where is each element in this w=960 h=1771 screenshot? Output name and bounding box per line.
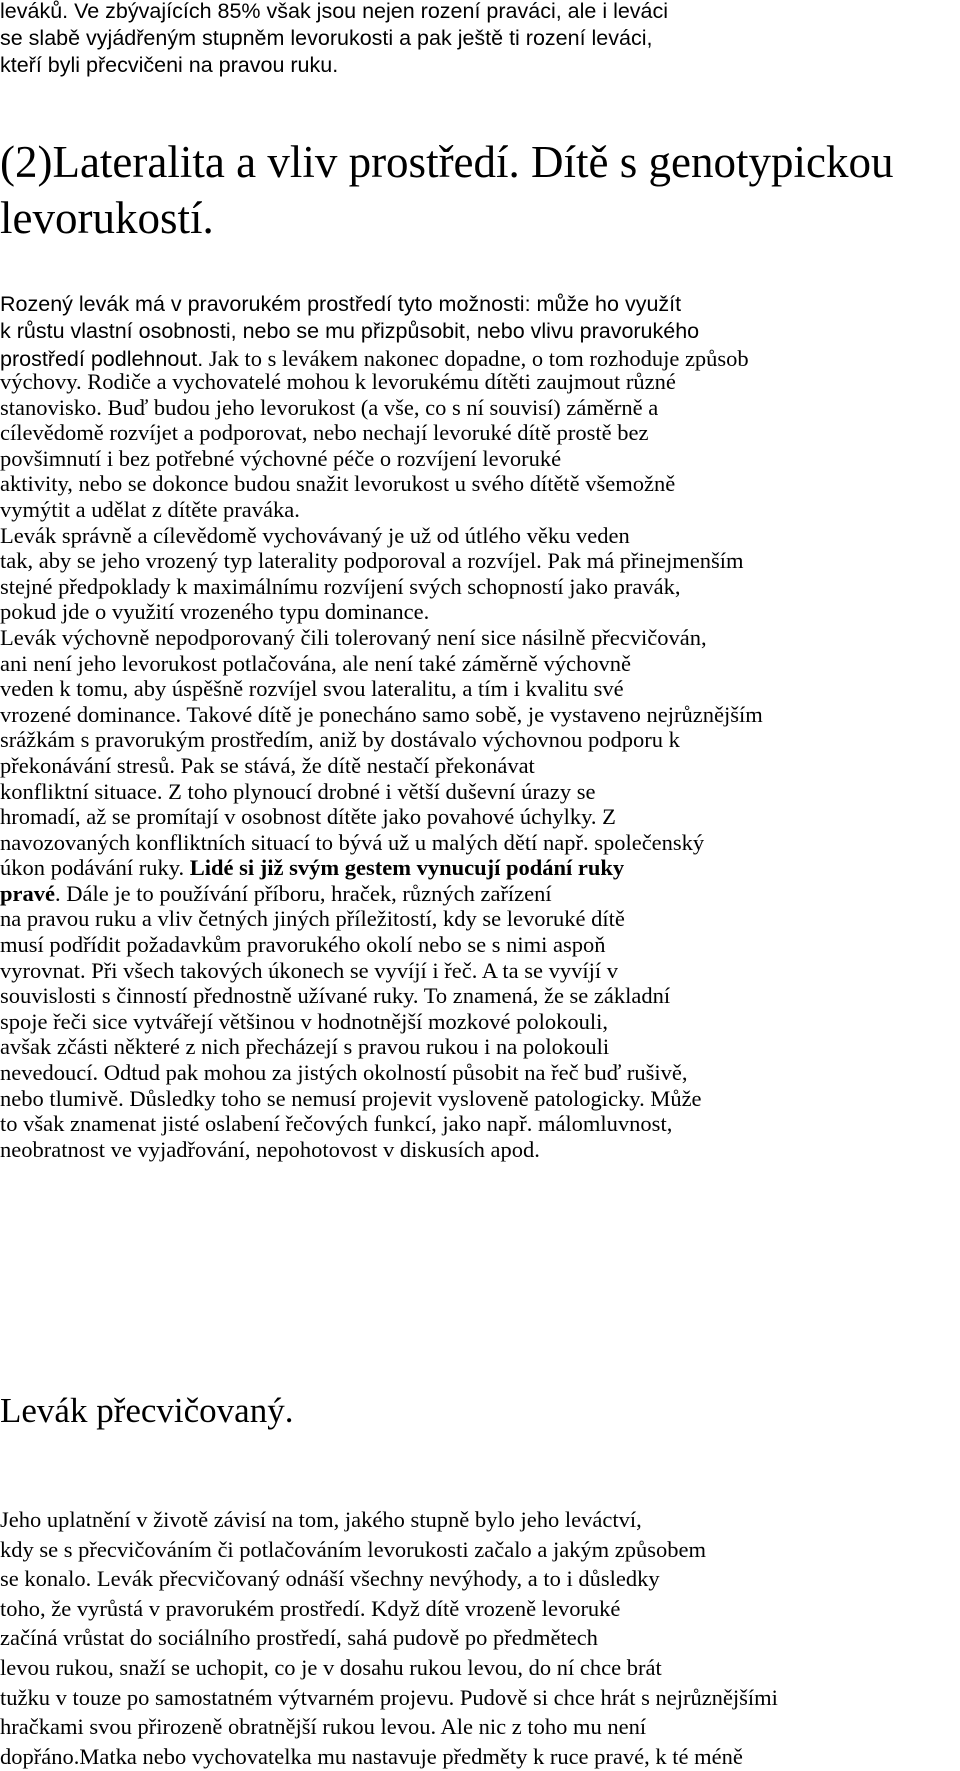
text-line: veden k tomu, aby úspěšně rozvíjel svou lateralitu, a tím i kvalitu své <box>0 676 624 702</box>
text-line: stanovisko. Buď budou jeho levorukost (a vše, co s ní souvisí) záměrně a <box>0 394 659 420</box>
text-line: aktivity, nebo se dokonce budou snažit levorukost u svého dítětě všemožně <box>0 471 676 497</box>
text-line: to však znamenat jisté oslabení řečových funkcí, jako např. málomluvnost, <box>0 1111 673 1137</box>
text-line: vymýtit a udělat z dítěte praváka. <box>0 496 300 522</box>
text-line: neobratnost ve vyjadřování, nepohotovost v diskusích apod. <box>0 1136 540 1162</box>
text-line: srážkám s pravorukým prostředím, aniž by dostávalo výchovnou podporu k <box>0 727 680 753</box>
section-heading: Levák přecvičovaný. <box>0 1391 294 1430</box>
text-line: hračkami svou přirozeně obratnější rukou levou. Ale nic z toho mu není <box>0 1714 647 1740</box>
section-paragraph <box>0 1505 778 1771</box>
text-line: překonávání stresů. Pak se stává, že dítě nestačí překonávat <box>0 752 535 778</box>
text-line: stejné předpoklady k maximálnímu rozvíjení svých schopností jako pravák, <box>0 573 681 599</box>
text-line: tužku v touze po samostatném výtvarném projevu. Pudově si chce hrát s nejrůznějšími <box>0 1684 778 1710</box>
text-fragment: prostředí podlehnout. <box>0 347 204 371</box>
text-line: výchovy. Rodiče a vychovatelé mohou k levorukému dítěti zaujmout různé <box>0 369 676 394</box>
text-line <box>0 881 763 907</box>
text-line: toho, že vyrůstá v pravorukém prostředí. Když dítě vrozeně levoruké <box>0 1595 621 1621</box>
text-line: Levák výchovně nepodporovaný čili tolerovaný není sice násilně přecvičován, <box>0 624 707 650</box>
text-line: na pravou ruku a vliv četných jiných příležitostí, kdy se levoruké dítě <box>0 906 625 932</box>
text-line: začíná vrůstat do sociálního prostředí, sahá pudově po předmětech <box>0 1625 598 1651</box>
text-line: ani není jeho levorukost potlačována, ale není také záměrně výchovně <box>0 650 631 676</box>
text-line: se konalo. Levák přecvičovaný odnáší všechny nevýhody, a to i důsledky <box>0 1566 660 1592</box>
text-line: vrozené dominance. Takové dítě je ponecháno samo sobě, je vystaveno nejrůznějším <box>0 701 763 727</box>
emphasis-text: pravé <box>0 880 55 906</box>
heading-line: (2)Lateralita a vliv prostředí. Dítě s genotypickou <box>0 137 894 187</box>
section-heading <box>0 134 893 246</box>
text-line: nevedoucí. Odtud pak mohou za jistých okolností působit na řeč buď rušivě, <box>0 1060 688 1086</box>
text-fragment: Jak to s levákem nakonec dopadne, o tom rozhoduje způsob <box>203 346 749 371</box>
section-paragraph-sans <box>0 291 749 373</box>
text-line: k růstu vlastní osobnosti, nebo se mu přizpůsobit, nebo vlivu pravorukého <box>0 319 700 343</box>
text-line: pokud jde o využití vrozeného typu dominance. <box>0 599 430 625</box>
text-line: avšak zčásti některé z nich přecházejí s pravou rukou i na polokouli <box>0 1034 610 1060</box>
text-line: cílevědomě rozvíjet a podporovat, nebo nechají levoruké dítě prostě bez <box>0 420 649 446</box>
text-line: leváků. Ve zbývajících 85% však jsou nejen rození praváci, ale i leváci <box>0 0 669 23</box>
heading-line: levorukostí. <box>0 193 214 243</box>
text-line: Levák správně a cílevědomě vychovávaný je už od útlého věku veden <box>0 522 630 548</box>
text-line: levou rukou, snaží se uchopit, co je v dosahu rukou levou, do ní chce brát <box>0 1654 662 1680</box>
text-line: dopřáno.Matka nebo vychovatelka mu nastavuje předměty k ruce pravé, k té méně <box>0 1743 743 1769</box>
text-line: Rozený levák má v pravorukém prostředí tyto možnosti: může ho využít <box>0 292 682 316</box>
text-line: musí podřídit požadavkům pravorukého okolí nebo se s nimi aspoň <box>0 932 606 958</box>
text-line: povšimnutí i bez potřebné výchovné péče o rozvíjení levoruké <box>0 445 562 471</box>
text-line: souvislosti s činností přednostně užívané ruky. To znamená, že se základní <box>0 983 671 1009</box>
text-fragment: úkon podávání ruky. <box>0 855 190 881</box>
text-line: hromadí, až se promítají v osobnost dítěte jako povahové úchylky. Z <box>0 804 616 830</box>
text-fragment: . Dále je to používání příboru, hraček, různých zařízení <box>55 880 552 906</box>
text-line: nebo tlumivě. Důsledky toho se nemusí projevit vysloveně patologicky. Může <box>0 1085 702 1111</box>
text-line: navozovaných konfliktních situací to bývá už u malých dětí např. společenský <box>0 829 705 855</box>
text-line: vyrovnat. Při všech takových úkonech se vyvíjí i řeč. A ta se vyvíjí v <box>0 957 619 983</box>
text-line <box>0 855 763 881</box>
emphasis-text: Lidé si již svým gestem vynucují podání ruky <box>189 855 625 881</box>
text-line: se slabě vyjádřeným stupněm levorukosti a pak ještě ti rození leváci, <box>0 26 653 50</box>
text-line: kdy se s přecvičováním či potlačováním levorukosti začalo a jakým způsobem <box>0 1536 707 1562</box>
text-line: Jeho uplatnění v životě závisí na tom, jakého stupně bylo jeho leváctví, <box>0 1507 642 1532</box>
text-line: tak, aby se jeho vrozený typ laterality podporoval a rozvíjel. Pak má přinejmenším <box>0 548 744 574</box>
text-line: spoje řeči sice vytvářejí většinou v hodnotnější mozkové polokouli, <box>0 1008 609 1034</box>
section-paragraph <box>0 369 763 1162</box>
intro-paragraph <box>0 0 668 79</box>
text-line: konfliktní situace. Z toho plynoucí drobné i větší duševní úrazy se <box>0 778 596 804</box>
text-line: kteří byli přecvičeni na pravou ruku. <box>0 53 339 77</box>
